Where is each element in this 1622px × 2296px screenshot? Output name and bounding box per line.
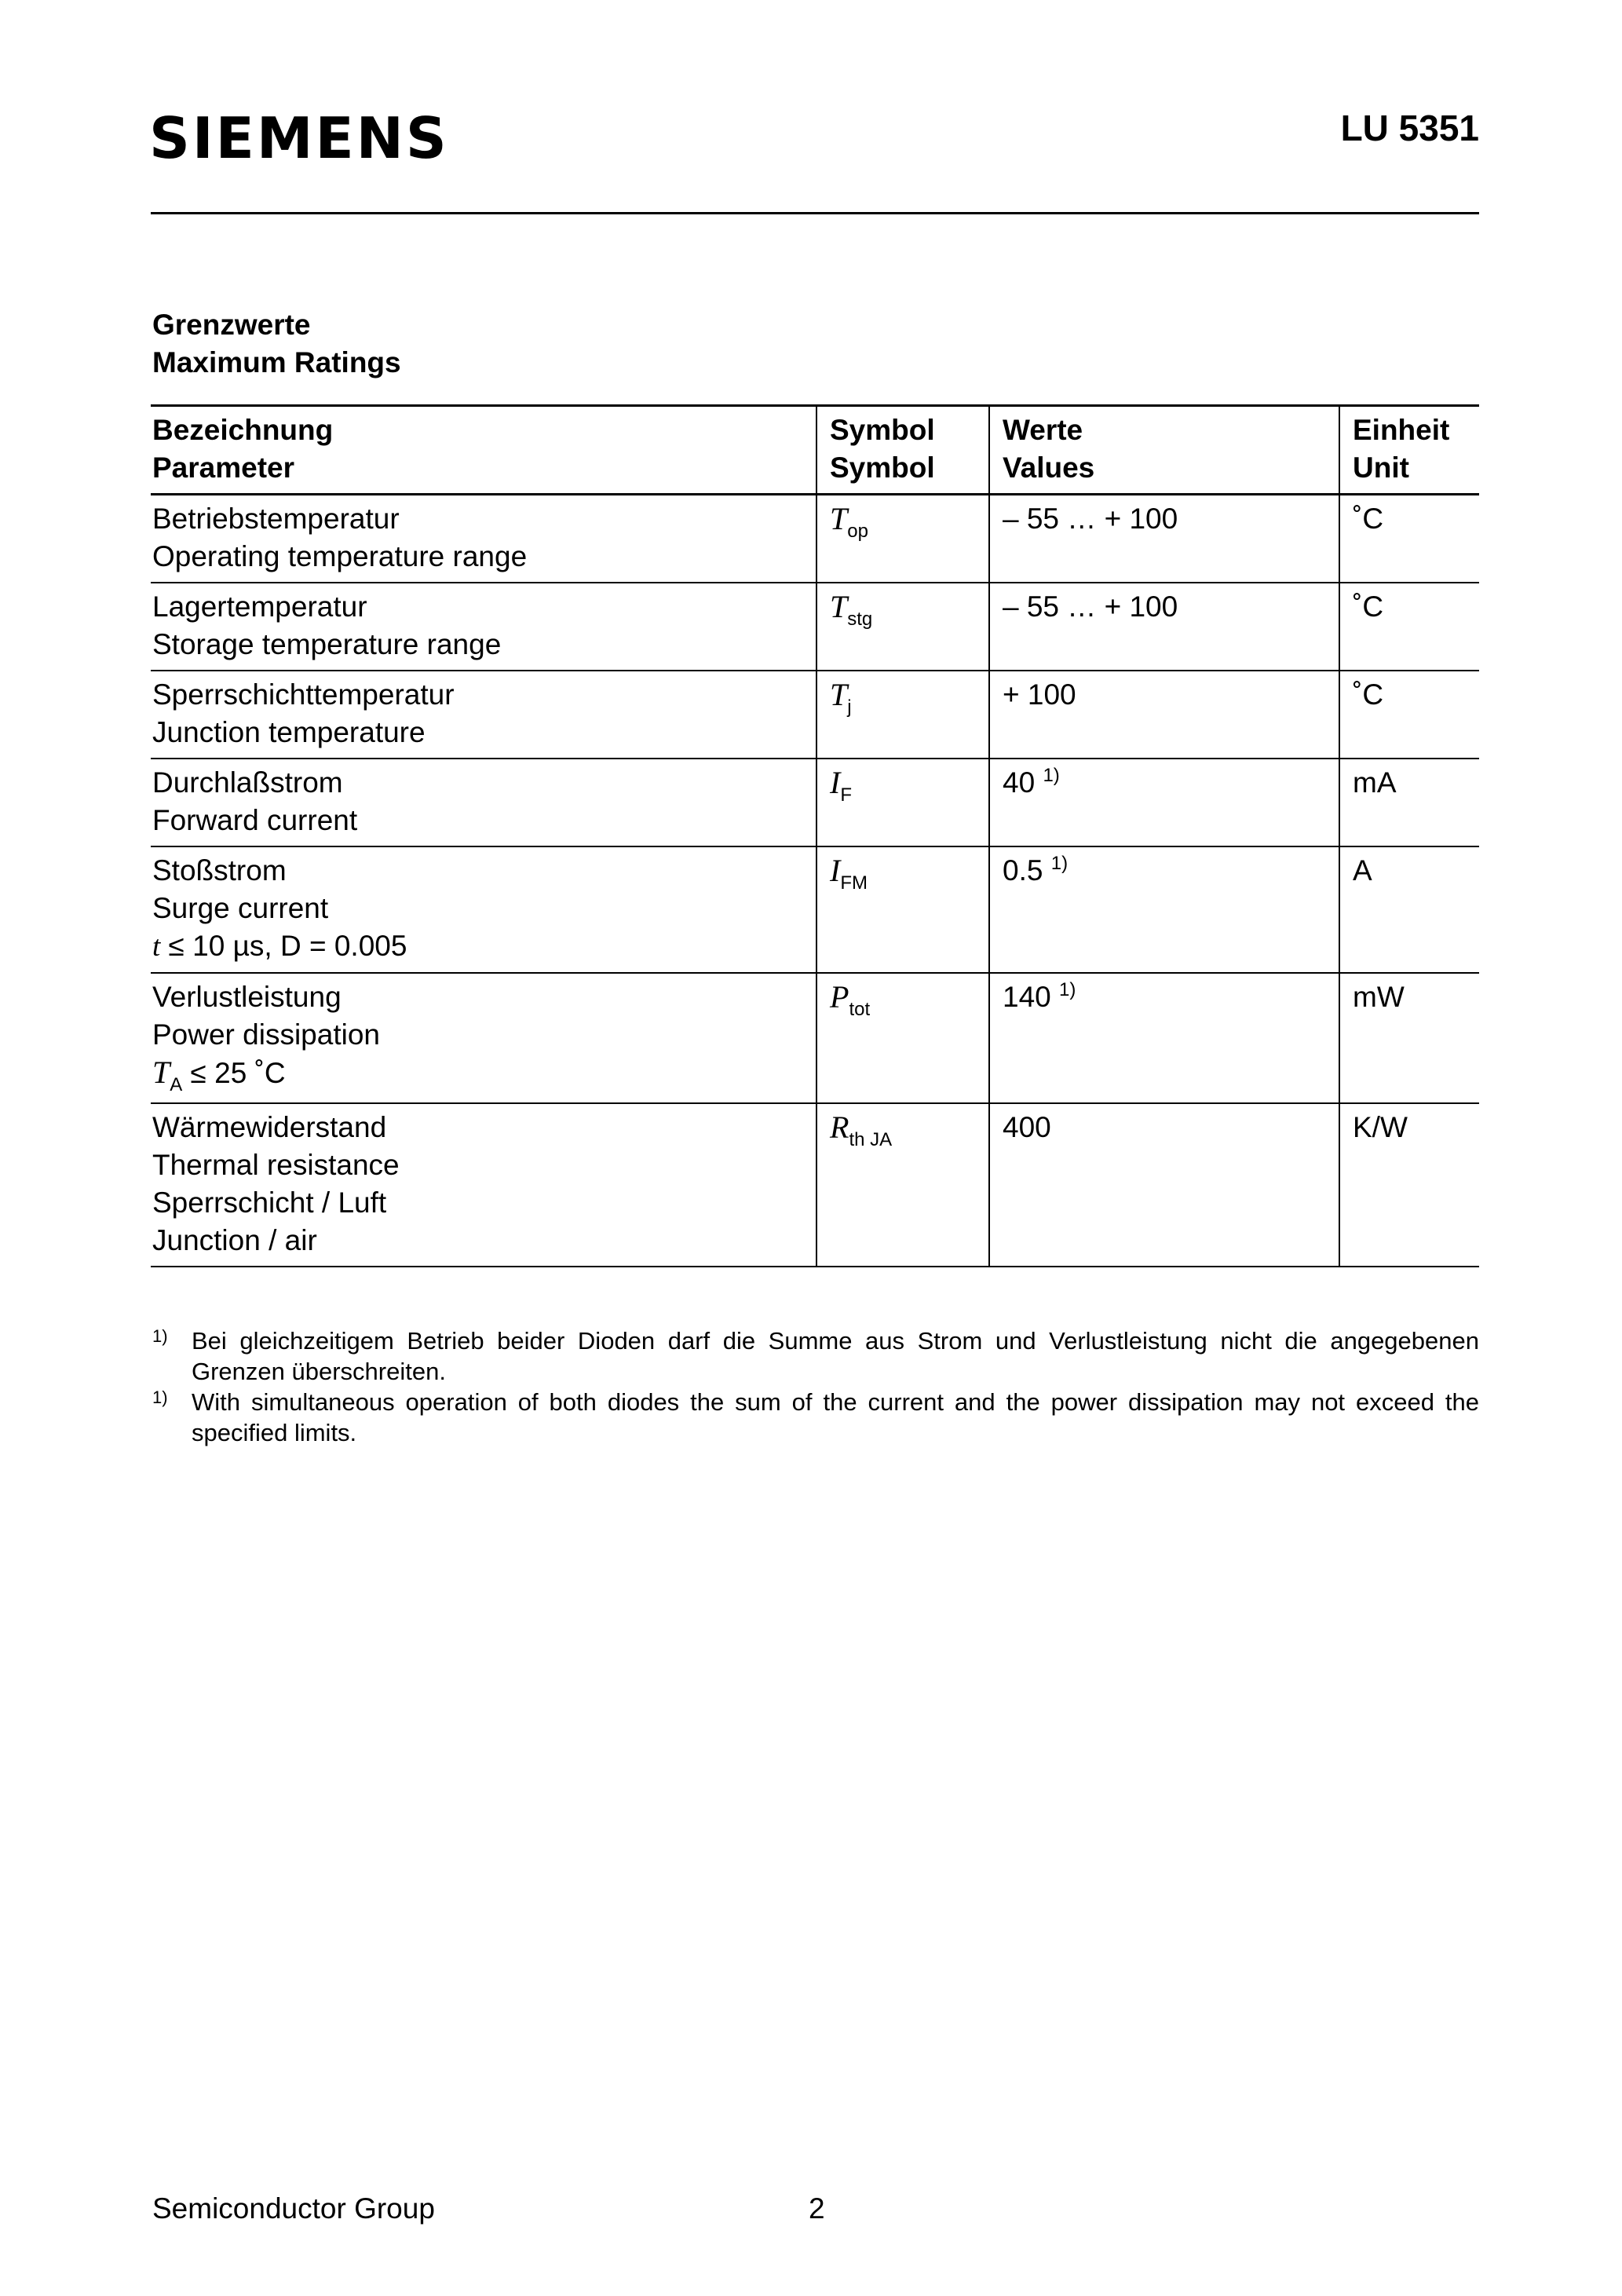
parameter-cell <box>151 583 816 671</box>
footnote-mark: 1) <box>152 1387 168 1407</box>
header-values-en: Values <box>1003 452 1095 484</box>
footnote-ref: 1) <box>1043 765 1060 786</box>
header-symbol-en: Symbol <box>830 452 935 484</box>
symbol-cell <box>816 1103 989 1267</box>
footnote-en <box>152 1387 1479 1448</box>
symbol-subscript: j <box>847 696 852 718</box>
parameter-en: Forward current <box>152 804 358 836</box>
section-title-de: Grenzwerte <box>152 309 311 341</box>
symbol-subscript: op <box>847 521 868 542</box>
parameter-en: Power dissipation <box>152 1018 380 1051</box>
value-cell: + 100 <box>989 671 1339 759</box>
symbol-cell <box>816 973 989 1103</box>
value-text: 40 <box>1003 766 1036 799</box>
symbol-letter: I <box>830 765 841 800</box>
unit-cell: ˚C <box>1339 583 1479 671</box>
unit-cell: K/W <box>1339 1103 1479 1267</box>
section-title <box>152 306 401 382</box>
symbol-subscript: F <box>840 784 852 806</box>
symbol-cell <box>816 495 989 583</box>
symbol-letter: I <box>830 853 841 888</box>
parameter-cell <box>151 973 816 1103</box>
parameter-cell <box>151 846 816 973</box>
value-text: 140 <box>1003 981 1051 1013</box>
footnote-de <box>152 1325 1479 1387</box>
symbol-letter: T <box>830 677 848 712</box>
parameter-cell <box>151 1103 816 1267</box>
parameter-cell <box>151 495 816 583</box>
footnote-text: With simultaneous operation of both diodes the sum of the current and the power dissipation may not exceed the specified limits. <box>192 1388 1479 1446</box>
symbol-cell <box>816 583 989 671</box>
parameter-en: Surge current <box>152 892 329 924</box>
header-values <box>989 406 1339 495</box>
header-unit-de: Einheit <box>1353 414 1450 446</box>
parameter-extra-de: Sperrschicht / Luft <box>152 1186 387 1219</box>
table-row <box>151 973 1479 1103</box>
part-number: LU 5351 <box>1340 108 1479 148</box>
header-unit-en: Unit <box>1353 452 1409 484</box>
unit-cell: mA <box>1339 759 1479 846</box>
unit-cell: A <box>1339 846 1479 973</box>
symbol-subscript: tot <box>849 999 871 1020</box>
table-row <box>151 1103 1479 1267</box>
symbol-cell <box>816 671 989 759</box>
parameter-cell <box>151 671 816 759</box>
value-cell <box>989 759 1339 846</box>
parameter-en: Storage temperature range <box>152 628 502 660</box>
table-row <box>151 759 1479 846</box>
symbol-letter: P <box>830 979 849 1015</box>
symbol-cell <box>816 759 989 846</box>
parameter-de: Durchlaßstrom <box>152 766 343 799</box>
parameter-de: Verlustleistung <box>152 981 342 1013</box>
table-row <box>151 671 1479 759</box>
parameter-en: Operating temperature range <box>152 540 528 572</box>
parameter-de: Wärmewiderstand <box>152 1111 387 1143</box>
footnote-ref: 1) <box>1059 979 1076 1000</box>
condition-variable: T <box>152 1055 170 1090</box>
parameter-extra-en: Junction / air <box>152 1224 317 1256</box>
symbol-subscript: stg <box>847 609 873 630</box>
parameter-de: Sperrschichttemperatur <box>152 678 455 711</box>
header-values-de: Werte <box>1003 414 1083 446</box>
footnote-text: Bei gleichzeitigem Betrieb beider Dioden darf die Summe aus Strom und Verlustleistung nicht die angegebenen Grenzen überschreiten. <box>192 1327 1479 1385</box>
value-text: 0.5 <box>1003 854 1043 887</box>
header-parameter <box>151 406 816 495</box>
condition-variable: t <box>152 930 161 963</box>
parameter-de: Stoßstrom <box>152 854 287 887</box>
symbol-letter: T <box>830 501 848 536</box>
symbol-letter: R <box>830 1110 849 1145</box>
parameter-condition <box>152 927 803 966</box>
siemens-logo: SIEMENS <box>149 105 449 171</box>
header-symbol-de: Symbol <box>830 414 935 446</box>
unit-cell: ˚C <box>1339 671 1479 759</box>
table-row <box>151 583 1479 671</box>
parameter-cell <box>151 759 816 846</box>
header-divider <box>151 212 1479 214</box>
parameter-condition <box>152 1054 803 1096</box>
value-cell: – 55 … + 100 <box>989 583 1339 671</box>
header-symbol <box>816 406 989 495</box>
condition-subscript: A <box>170 1074 183 1095</box>
table-row <box>151 495 1479 583</box>
value-cell: – 55 … + 100 <box>989 495 1339 583</box>
value-cell: 400 <box>989 1103 1339 1267</box>
header-param-en: Parameter <box>152 452 295 484</box>
symbol-subscript: FM <box>840 872 868 894</box>
footnote-ref: 1) <box>1050 853 1069 874</box>
condition-text: ≤ 10 µs, D = 0.005 <box>160 930 407 962</box>
value-cell <box>989 846 1339 973</box>
header-unit <box>1339 406 1479 495</box>
value-cell <box>989 973 1339 1103</box>
condition-text: ≤ 25 ˚C <box>182 1057 286 1089</box>
unit-cell: ˚C <box>1339 495 1479 583</box>
maximum-ratings-table <box>151 404 1479 1267</box>
parameter-en: Junction temperature <box>152 716 426 748</box>
table-row <box>151 846 1479 973</box>
footer-company: Semiconductor Group <box>152 2192 435 2225</box>
page-number: 2 <box>809 2192 825 2225</box>
symbol-cell <box>816 846 989 973</box>
parameter-en: Thermal resistance <box>152 1149 400 1181</box>
unit-cell: mW <box>1339 973 1479 1103</box>
symbol-subscript: th JA <box>849 1129 893 1150</box>
symbol-letter: T <box>830 589 848 624</box>
footnotes <box>152 1325 1479 1448</box>
parameter-de: Lagertemperatur <box>152 590 367 623</box>
section-title-en: Maximum Ratings <box>152 346 401 378</box>
header-param-de: Bezeichnung <box>152 414 334 446</box>
parameter-de: Betriebstemperatur <box>152 503 400 535</box>
footnote-mark: 1) <box>152 1326 168 1346</box>
table-header-row <box>151 406 1479 495</box>
